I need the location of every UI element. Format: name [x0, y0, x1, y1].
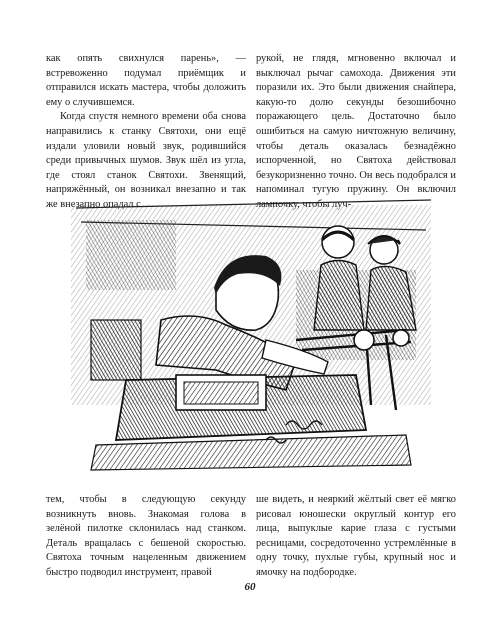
paragraph: как опять свихнулся парень», — встревоженно подумал приёмщик и отправился искать мастера, чтобы доложить ему о случившемся. [46, 53, 246, 108]
text-column-bottom-left [46, 493, 246, 581]
paragraph: ше видеть, и неяркий жёлтый свет её мягко рисовал юношески округлый контур его лица, выпуклые карие глаза с густыми ресницами, сосредоточенно устремлённые в одну точку, пухлые губы, крупный нос и ямочку на подбородке. [256, 494, 456, 578]
text-column-top-left [46, 52, 246, 213]
paragraph: рукой, не глядя, мгновенно включал и выключал рычаг самохода. Движения эти поразили их. Это были движения снайпера, какую-то долю секунды безошибочно поражающего цель. Достаточно было ошибиться на самую ничтожную величину, чтобы деталь оказалась безнадёжно испорченной, но Святоха действовал безукоризненно точно. Он весь подобрался и напоминал тугую пружину. Он включил лампочку, чтобы луч- [256, 53, 456, 210]
paragraph: Когда спустя немного времени оба снова направились к станку Святохи, они ещё издали уловили новый звук, родившийся среди привычных шумов. Звук шёл из угла, где стоял станок Святохи. Звенящий, напряжённый, он возникал внезапно и так же внезапно опадал с [46, 111, 246, 210]
illustration-machinist-at-lathe [66, 190, 441, 472]
page-number: 60 [244, 581, 256, 593]
text-column-bottom-right [256, 493, 456, 581]
paragraph: тем, чтобы в следующую секунду возникнуть вновь. Знакомая голова в зелёной пилотке склонилась над станком. Деталь вращалась с бешеной скоростью. Святоха точным нацеленным движением быстро подводил инструмент, правой [46, 494, 246, 578]
text-column-top-right [256, 52, 456, 213]
